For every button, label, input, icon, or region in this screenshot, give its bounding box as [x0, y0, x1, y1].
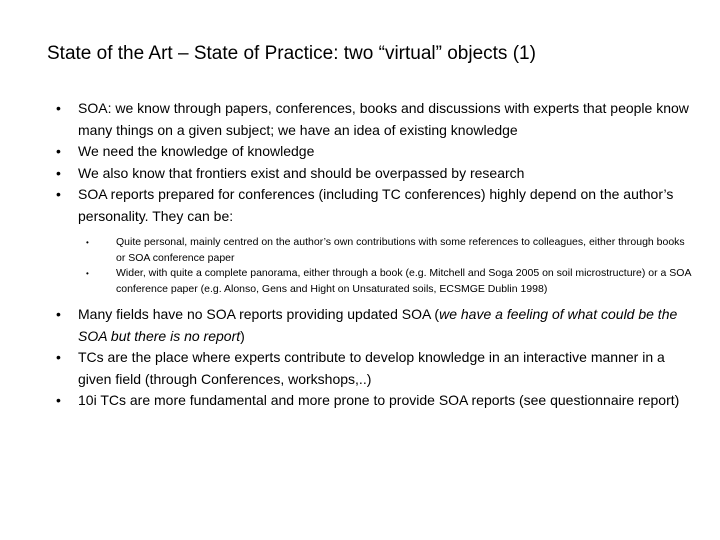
bullet-marker: •	[56, 392, 61, 408]
bullet-marker: •	[56, 164, 61, 181]
bullet-list	[56, 98, 696, 412]
bullet-item-tcs	[56, 347, 696, 390]
sub-bullet-item-wider	[86, 266, 696, 297]
slide-title: State of the Art – State of Practice: two “virtual” objects (1)	[47, 43, 536, 64]
bullet-marker: •	[56, 349, 61, 365]
bullet-text-after: )	[240, 327, 245, 344]
bullet-marker: •	[56, 186, 61, 202]
sub-bullet-text: Wider, with quite a complete panorama, either through a book (e.g. Mitchell and Soga 2005 on soil microstructure) or a SOA conference paper (e.g. Alonso, Gens and Hight on Unsaturated soils, ECSMGE Dublin 1998)	[116, 267, 691, 295]
sub-bullet-text: Quite personal, mainly centred on the author’s own contributions with some references to colleagues, either through books or SOA conference paper	[116, 236, 685, 264]
bullet-marker: •	[56, 100, 61, 116]
bullet-item-knowledge-of-knowledge	[56, 141, 696, 163]
bullet-item-frontiers	[56, 163, 696, 185]
bullet-text: 10i TCs are more fundamental and more prone to provide SOA reports (see questionnaire report)	[78, 392, 680, 408]
bullet-marker: •	[56, 143, 61, 159]
bullet-text-before: Many fields have no SOA reports providing updated SOA (	[78, 306, 440, 322]
bullet-item-soa-knowledge	[56, 98, 696, 141]
bullet-item-many-fields	[56, 304, 696, 347]
sub-bullet-marker: •	[86, 269, 89, 278]
bullet-item-10i-tcs	[56, 390, 696, 412]
sub-bullet-list	[78, 235, 696, 297]
bullet-marker: •	[56, 306, 61, 322]
slide-content	[56, 98, 696, 412]
bullet-text: We need the knowledge of knowledge	[78, 143, 315, 159]
sub-bullet-item-personal	[86, 235, 696, 266]
bullet-text: SOA: we know through papers, conferences, books and discussions with experts that people know many things on a given subject; we have an idea of existing knowledge	[78, 100, 689, 138]
bullet-text-italic: we have a feeling of what could be the SOA but there is no report	[78, 306, 678, 344]
bullet-text: SOA reports prepared for conferences (including TC conferences) highly depend on the author’s personality. They can be:	[78, 186, 674, 224]
bullet-text: We also know that frontiers exist and should be overpassed by research	[78, 164, 525, 181]
bullet-item-soa-reports	[56, 184, 696, 297]
sub-bullet-marker: •	[86, 238, 89, 247]
bullet-text: TCs are the place where experts contribute to develop knowledge in an interactive manner in a given field (through Conferences, workshops,..)	[78, 349, 665, 387]
